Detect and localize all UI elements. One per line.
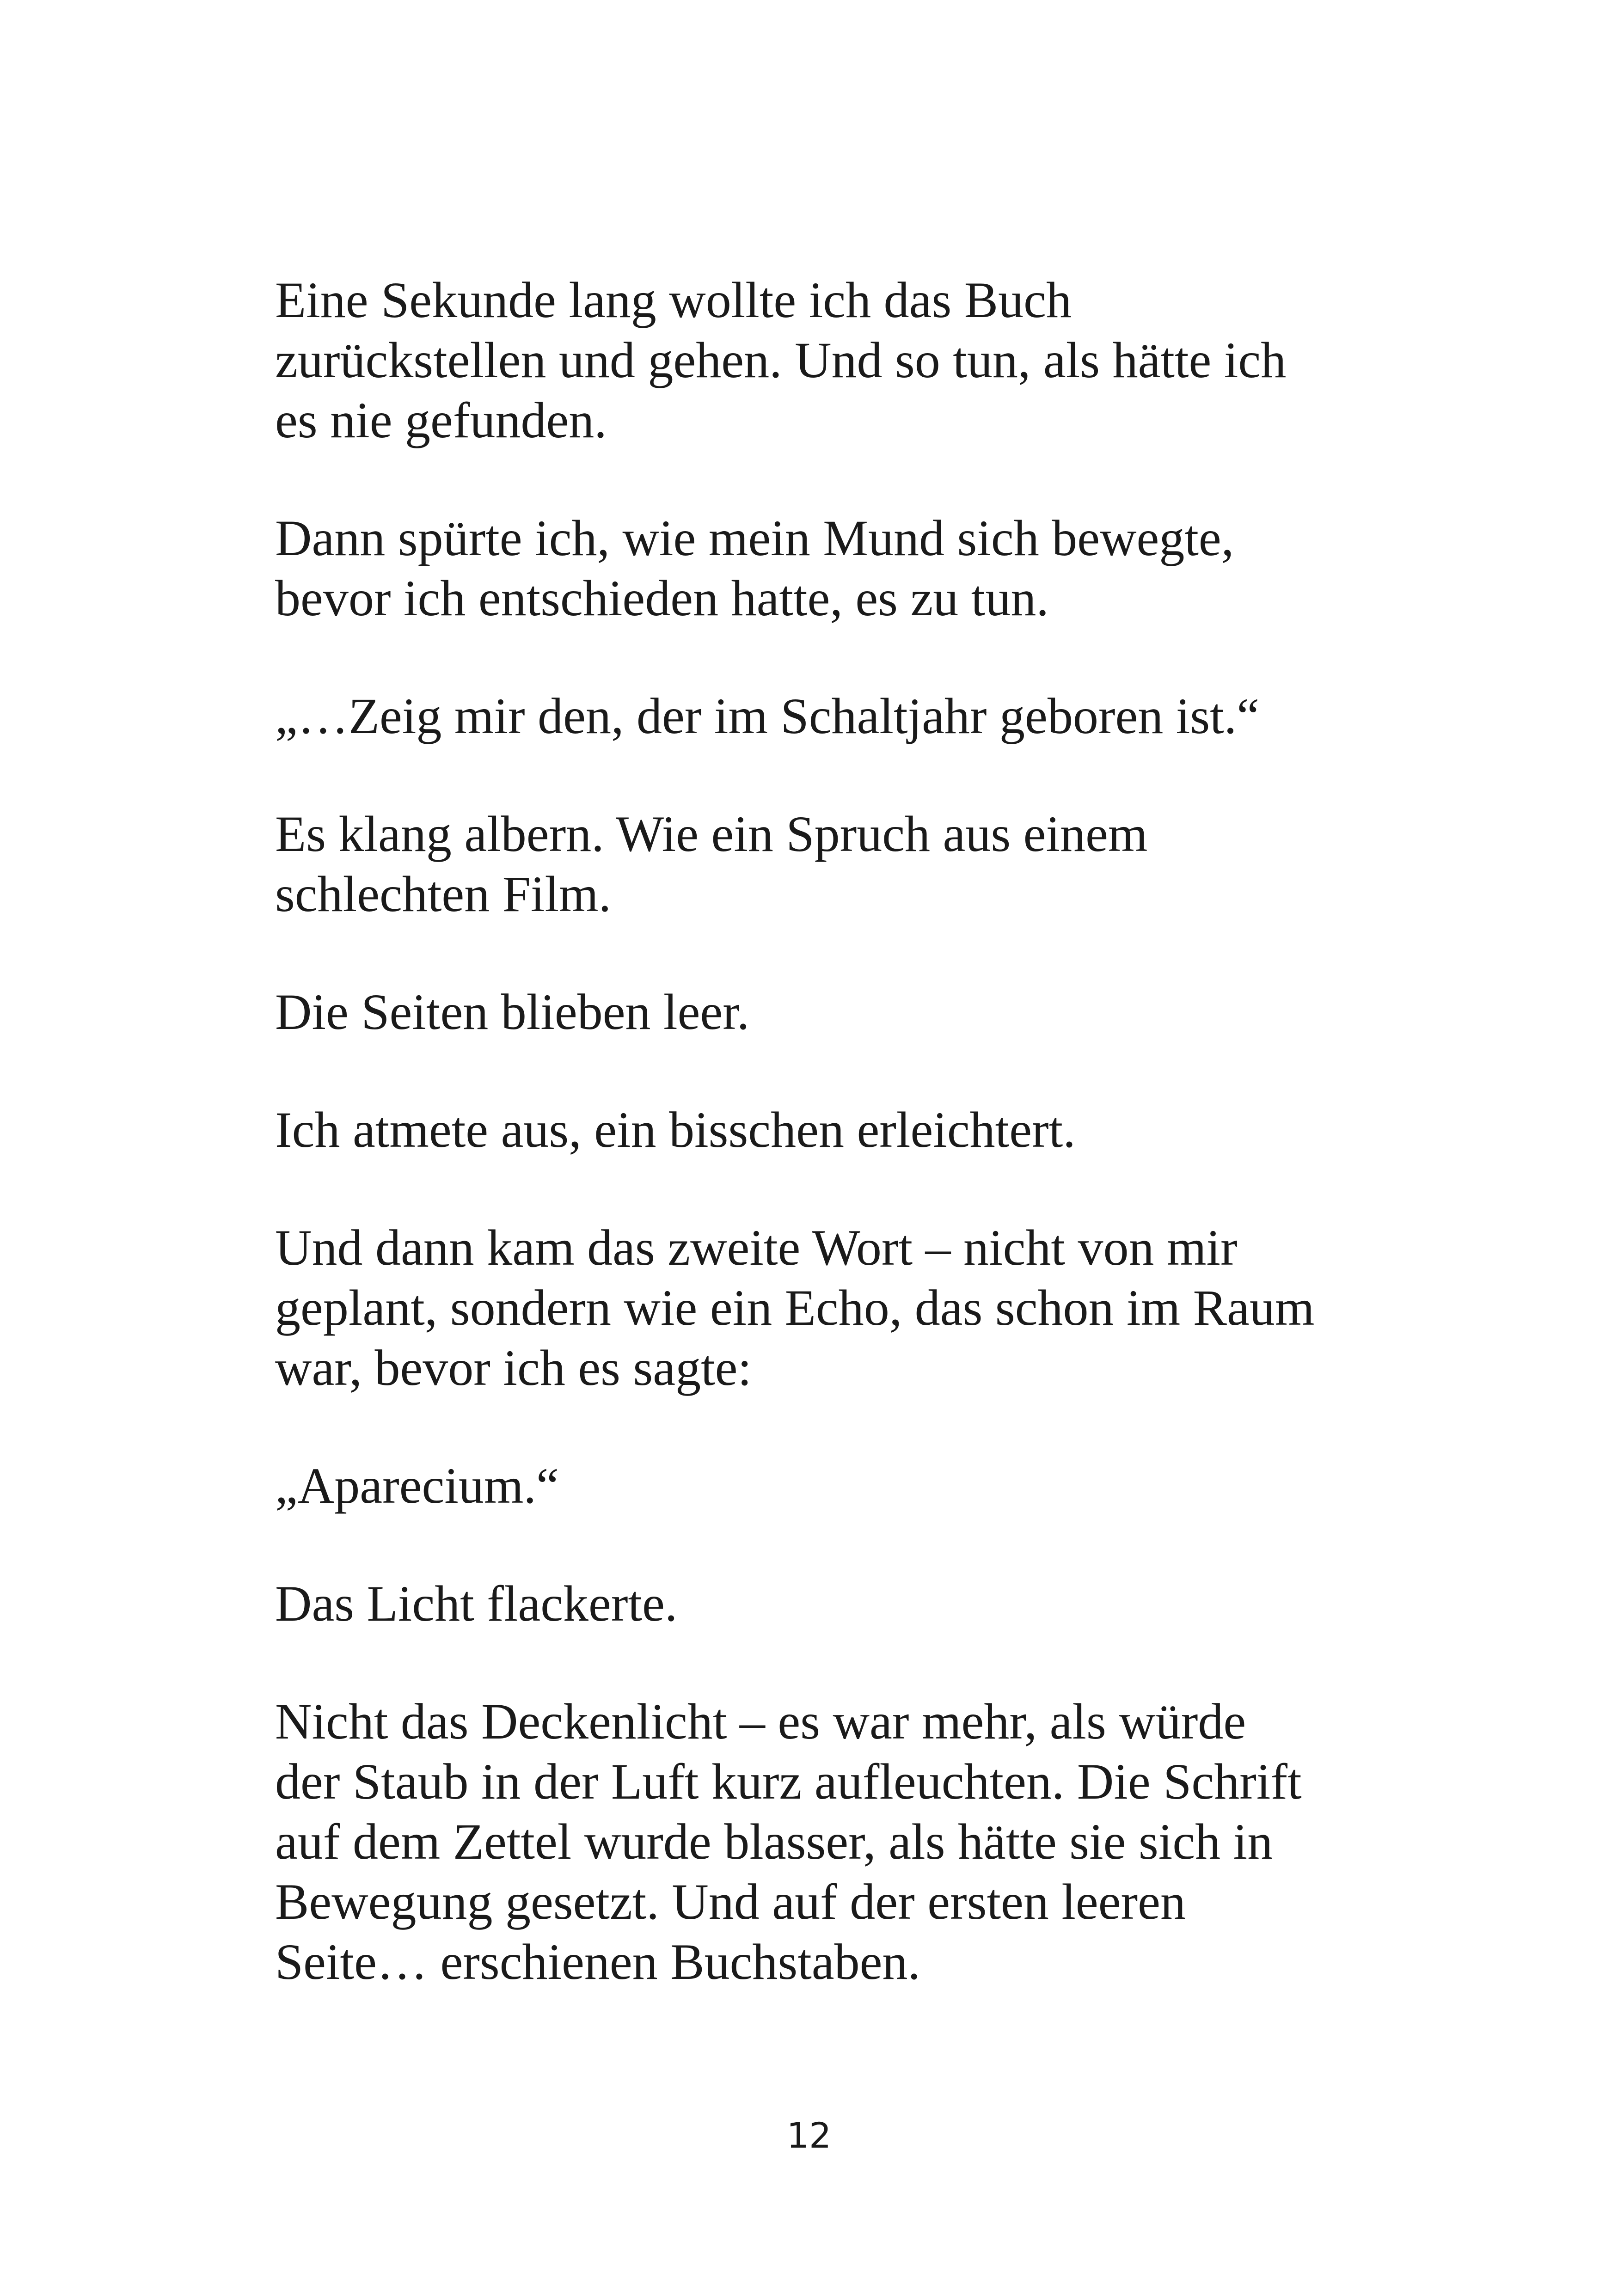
text-line: „Aparecium.“	[275, 1457, 559, 1514]
text-line: Eine Sekunde lang wollte ich das Buch	[275, 272, 1072, 328]
paragraph	[275, 1218, 1375, 1398]
text-line: zurückstellen und gehen. Und so tun, als hätte ich	[275, 332, 1287, 388]
text-line: Nicht das Deckenlicht – es war mehr, als würde	[275, 1693, 1246, 1750]
text-line: Das Licht flackerte.	[275, 1575, 678, 1632]
paragraph	[275, 1100, 1375, 1160]
paragraph	[275, 1691, 1375, 1992]
text-line: bevor ich entschieden hatte, es zu tun.	[275, 570, 1049, 626]
text-line: der Staub in der Luft kurz aufleuchten. Die Schrift	[275, 1753, 1302, 1810]
text-line: Die Seiten blieben leer.	[275, 984, 750, 1040]
text-line: Es klang albern. Wie ein Spruch aus einem	[275, 806, 1148, 862]
paragraph	[275, 804, 1375, 924]
text-line: Seite… erschienen Buchstaben.	[275, 1934, 920, 1990]
text-line: Dann spürte ich, wie mein Mund sich bewegte,	[275, 510, 1234, 566]
paragraph	[275, 982, 1375, 1042]
text-line: war, bevor ich es sagte:	[275, 1340, 752, 1396]
text-line: Bewegung gesetzt. Und auf der ersten leeren	[275, 1874, 1186, 1930]
page-number: 12	[786, 2115, 832, 2156]
paragraph	[275, 1456, 1375, 1516]
text-line: es nie gefunden.	[275, 392, 607, 448]
text-line: „…Zeig mir den, der im Schaltjahr geboren ist.“	[275, 688, 1260, 744]
paragraph	[275, 686, 1375, 746]
text-line: geplant, sondern wie ein Echo, das schon im Raum	[275, 1280, 1315, 1336]
paragraph	[275, 1574, 1375, 1634]
paragraph	[275, 508, 1375, 628]
text-line: schlechten Film.	[275, 866, 612, 922]
text-line: Ich atmete aus, ein bisschen erleichtert.	[275, 1102, 1076, 1158]
text-line: Und dann kam das zweite Wort – nicht von mir	[275, 1219, 1238, 1276]
body-text	[275, 270, 1375, 2050]
text-line: auf dem Zettel wurde blasser, als hätte sie sich in	[275, 1813, 1273, 1870]
paragraph	[275, 270, 1375, 450]
